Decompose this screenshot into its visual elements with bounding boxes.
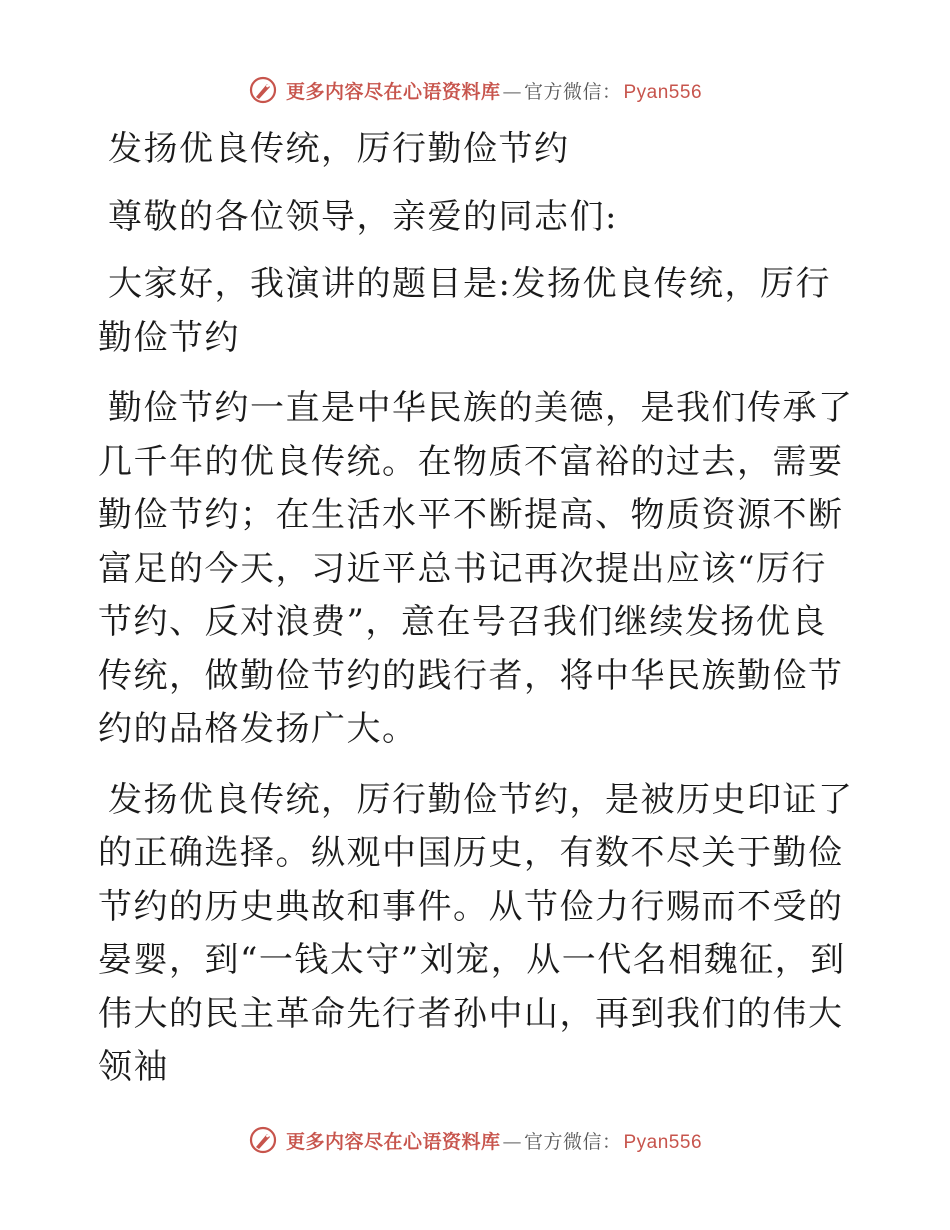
banner-wechat-id: Pyan556 xyxy=(623,81,703,103)
banner-text xyxy=(286,77,702,104)
banner-wechat-label: 官方微信： xyxy=(523,80,622,103)
document-title: 发扬优良传统，厉行勤俭节约 xyxy=(108,129,570,169)
banner-wechat-id: Pyan556 xyxy=(623,1131,703,1153)
pen-nib-circle-logo xyxy=(248,1125,278,1155)
banner-text xyxy=(286,1127,702,1154)
pen-nib-circle-logo xyxy=(248,75,278,105)
footer-banner xyxy=(0,1120,950,1160)
paragraph-intro: 大家好，我演讲的题目是:发扬优良传统，厉行勤俭节约 xyxy=(98,264,831,358)
paragraph-virtue: 勤俭节约一直是中华民族的美德，是我们传承了几千年的优良传统。在物质不富裕的过去，需要勤俭节约；在生活水平不断提高、物质资源不断富足的今天，习近平总书记再次提出应该“厉行节约、反对浪费”，意在号召我们继续发扬优良传统，做勤俭节约的践行者，将中华民族勤俭节约的品格发扬广大。 xyxy=(98,388,854,749)
banner-wechat-label: 官方微信： xyxy=(523,1130,622,1153)
header-banner xyxy=(0,70,950,110)
banner-dash: — xyxy=(502,1130,522,1153)
banner-main-text: 更多内容尽在心语资料库 xyxy=(285,1130,501,1153)
banner-main-text: 更多内容尽在心语资料库 xyxy=(285,80,501,103)
banner-dash: — xyxy=(502,80,522,103)
salutation: 尊敬的各位领导，亲爱的同志们: xyxy=(108,196,618,237)
document-body xyxy=(98,123,856,1095)
paragraph-history: 发扬优良传统，厉行勤俭节约，是被历史印证了的正确选择。纵观中国历史，有数不尽关于勤俭节约的历史典故和事件。从节俭力行赐而不受的晏婴，到“一钱太守”刘宠，从一代名相魏征，到伟大的民主革命先行者孙中山，再到我们的伟大领袖 xyxy=(98,779,854,1087)
